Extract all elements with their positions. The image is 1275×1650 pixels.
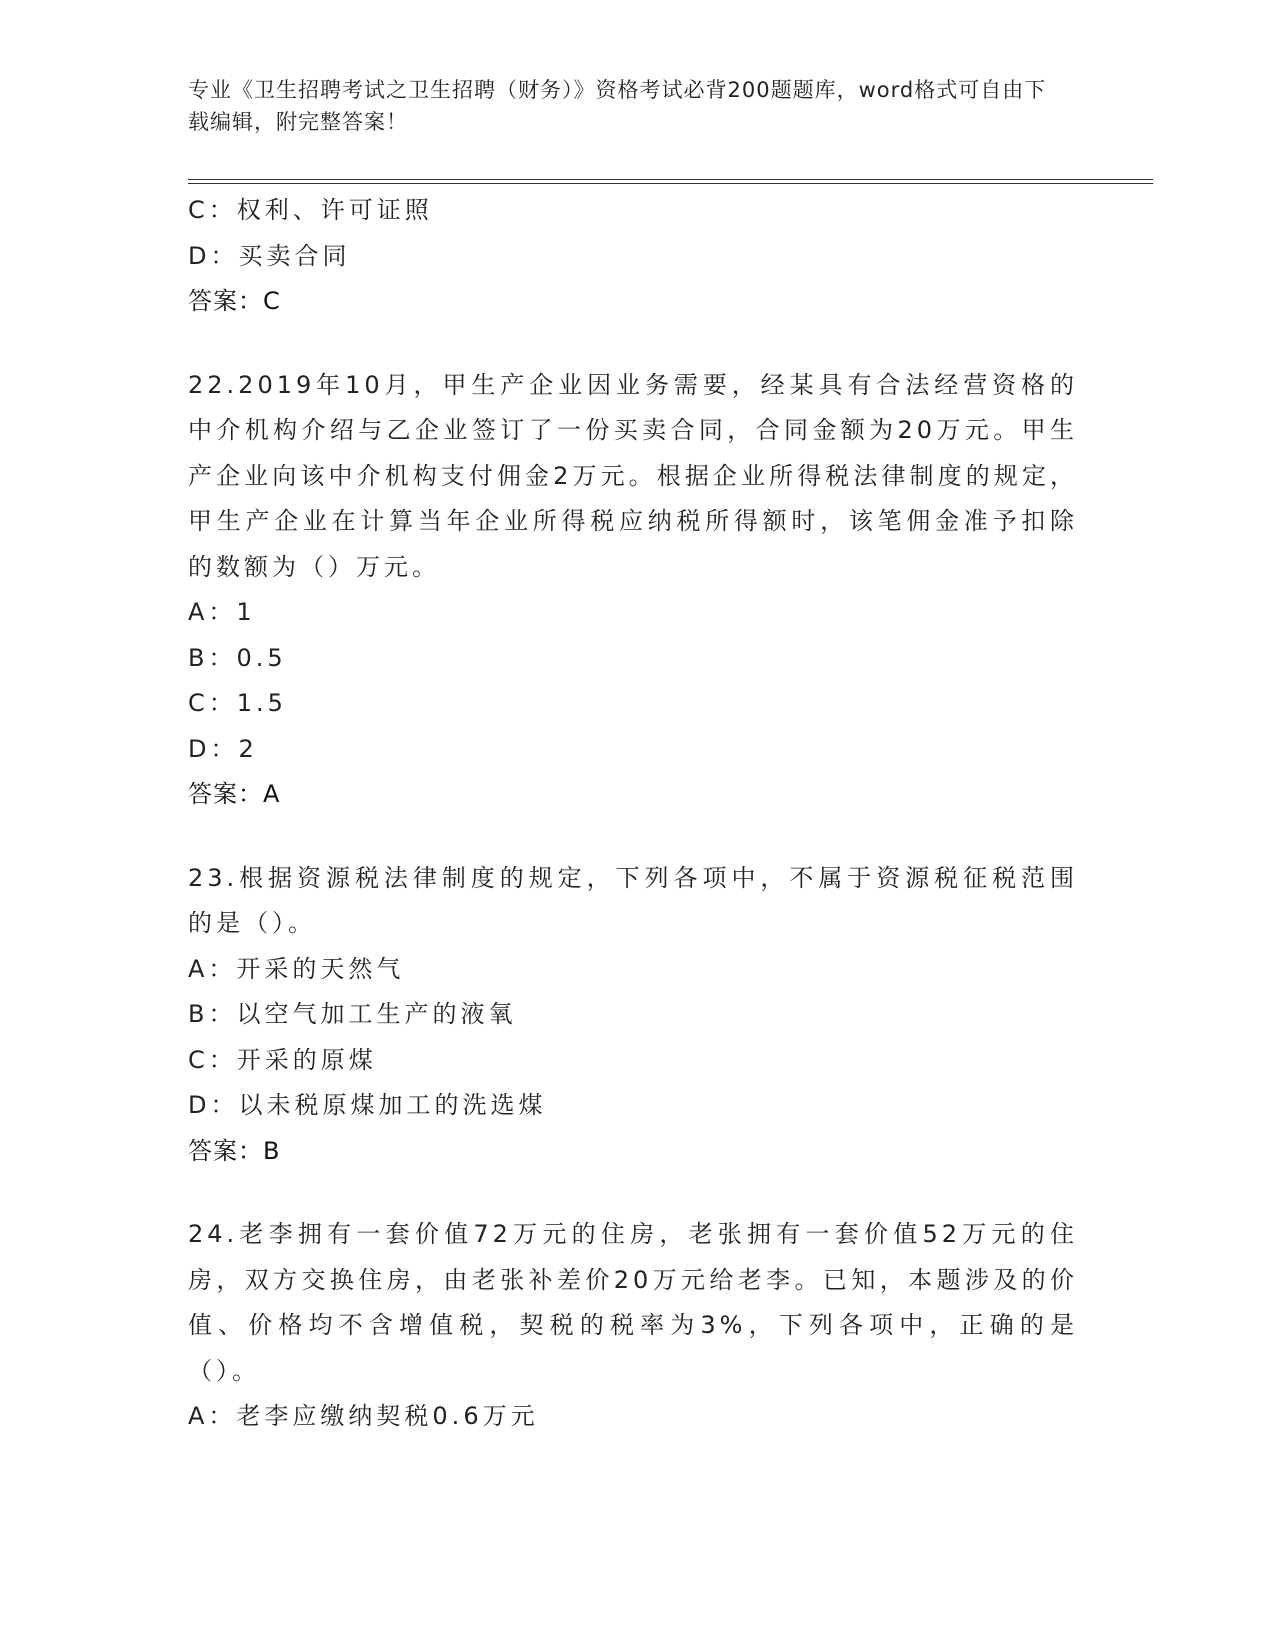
question-22 <box>188 363 1078 818</box>
page-header: 专业《卫生招聘考试之卫生招聘（财务）》资格考试必背200题题库，word格式可自由下载编辑，附完整答案！ <box>188 78 1047 134</box>
option-d: D：买卖合同 <box>188 241 351 270</box>
answer-line: 答案：C <box>188 287 281 315</box>
question-23 <box>188 856 1078 1175</box>
carryover-question <box>188 188 1078 325</box>
option-b: B：以空气加工生产的液氧 <box>188 1000 517 1028</box>
question-text: 23.根据资源税法律制度的规定，下列各项中，不属于资源税征税范围的是（）。 <box>188 863 1078 937</box>
option-a: A：老李应缴纳契税0.6万元 <box>188 1402 539 1430</box>
answer-line: 答案：A <box>188 780 281 808</box>
option-a: A：1 <box>188 598 256 626</box>
option-d: D：以未税原煤加工的洗选煤 <box>188 1091 547 1119</box>
option-b: B：0.5 <box>188 643 287 672</box>
option-d: D：2 <box>188 734 258 763</box>
header-divider-top <box>188 179 1153 180</box>
option-a: A：开采的天然气 <box>188 954 405 983</box>
option-c: C：权利、许可证照 <box>188 196 433 224</box>
question-text: 24.老李拥有一套价值72万元的住房，老张拥有一套价值52万元的住房，双方交换住房，由老张补差价20万元给老李。已知，本题涉及的价值、价格均不含增值税，契税的税率为3%，下列各项中，正确的是（）。 <box>188 1220 1078 1385</box>
question-text: 22.2019年10月，甲生产企业因业务需要，经某具有合法经营资格的中介机构介绍与乙企业签订了一份买卖合同，合同金额为20万元。甲生产企业向该中介机构支付佣金2万元。根据企业所得税法律制度的规定，甲生产企业在计算当年企业所得税应纳税所得额时，该笔佣金准予扣除的数额为（）万元。 <box>188 370 1078 581</box>
option-c: C：1.5 <box>188 689 287 717</box>
answer-line: 答案：B <box>188 1136 281 1165</box>
document-body <box>188 188 1078 1440</box>
question-24 <box>188 1212 1078 1440</box>
header-divider-bottom <box>188 183 1153 184</box>
option-c: C：开采的原煤 <box>188 1045 377 1074</box>
